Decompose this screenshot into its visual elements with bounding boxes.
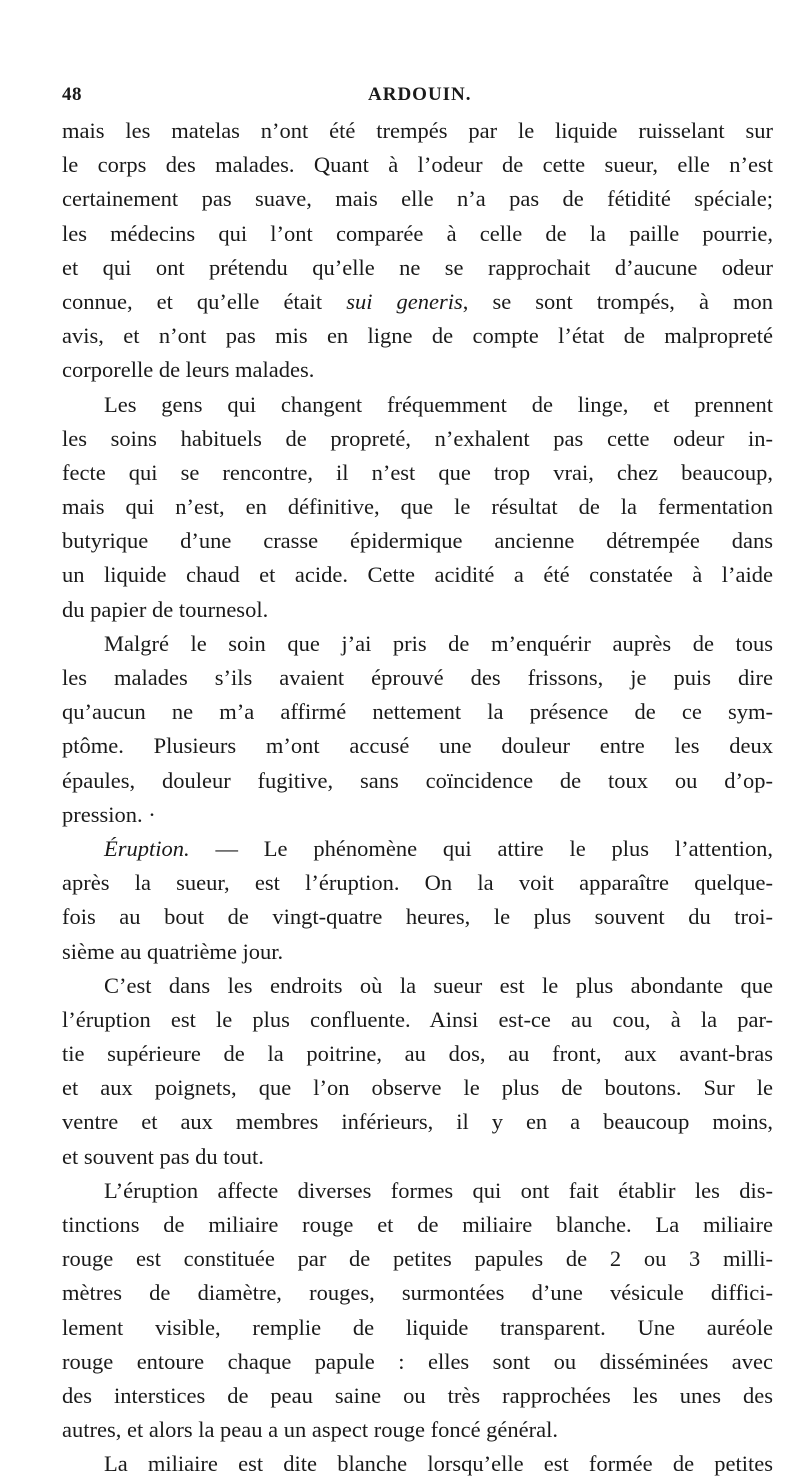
paragraph-5 xyxy=(62,969,773,1174)
text-segment: — Le phénomène qui attire le plus l’attention, xyxy=(189,835,773,861)
text-segment: connue, et qu’elle était xyxy=(62,288,347,314)
paragraph-4 xyxy=(62,832,773,969)
text-line: les médecins qui l’ont comparée à celle de la paille pourrie, xyxy=(62,220,773,246)
text-line: rouge est constituée par de petites papules de 2 ou 3 milli- xyxy=(62,1246,773,1272)
text-line: sième au quatrième jour. xyxy=(62,938,284,964)
text-line: C’est dans les endroits où la sueur est le plus abondante que xyxy=(104,972,773,998)
text-line: après la sueur, est l’éruption. On la voit apparaître quelque- xyxy=(62,870,773,896)
text-line: ventre et aux membres inférieurs, il y en a beaucoup moins, xyxy=(62,1109,773,1135)
text-line: des interstices de peau saine ou très rapprochées les unes des xyxy=(62,1382,773,1408)
text-line: mais qui n’est, en définitive, que le résultat de la fermentation xyxy=(62,494,773,520)
paragraph-3 xyxy=(62,627,773,832)
text-line: et souvent pas du tout. xyxy=(62,1143,264,1169)
text-line: autres, et alors la peau a un aspect rouge foncé général. xyxy=(62,1417,559,1443)
text-line: rouge entoure chaque papule : elles sont ou disséminées avec xyxy=(62,1348,773,1374)
paragraph-6 xyxy=(62,1174,773,1448)
italic-term: sui generis xyxy=(346,288,463,314)
text-line: certainement pas suave, mais elle n’a pas de fétidité spéciale; xyxy=(62,186,773,212)
text-line: le corps des malades. Quant à l’odeur de cette sueur, elle n’est xyxy=(62,152,773,178)
text-line: butyrique d’une crasse épidermique ancienne détrempée dans xyxy=(62,528,773,554)
text-line: fecte qui se rencontre, il n’est que trop vrai, chez beaucoup, xyxy=(62,459,773,485)
text-line-with-italic xyxy=(62,285,773,319)
text-line: épaules, douleur fugitive, sans coïncidence de toux ou d’op- xyxy=(62,767,773,793)
text-line: tinctions de miliaire rouge et de miliaire blanche. La miliaire xyxy=(62,1212,773,1237)
section-heading: Éruption. xyxy=(104,835,190,861)
text-line: fois au bout de vingt-quatre heures, le plus souvent du troi- xyxy=(62,904,773,930)
text-line: pression. · xyxy=(62,801,156,827)
text-line: les malades s’ils avaient éprouvé des frissons, je puis dire xyxy=(62,665,773,690)
text-line: lement visible, remplie de liquide transparent. Une auréole xyxy=(62,1314,773,1340)
text-line: La miliaire est dite blanche lorsqu’elle est formée de petites xyxy=(104,1451,773,1477)
text-line: Les gens qui changent fréquemment de linge, et prennent xyxy=(104,391,773,417)
text-line: du papier de tournesol. xyxy=(62,596,269,622)
paragraph-1 xyxy=(62,114,773,388)
page-header xyxy=(62,84,772,114)
text-segment: , se sont trompés, à mon xyxy=(462,288,773,314)
text-line: avis, et n’ont pas mis en ligne de compte l’état de malpropreté xyxy=(62,323,773,349)
text-line: mais les matelas n’ont été trempés par le liquide ruisselant sur xyxy=(62,118,773,143)
paragraph-2 xyxy=(62,388,773,627)
text-line: l’éruption est le plus confluente. Ainsi est-ce au cou, à la par- xyxy=(62,1006,773,1032)
body-text xyxy=(62,114,773,1482)
text-line: et aux poignets, que l’on observe le plus de boutons. Sur le xyxy=(62,1075,773,1101)
text-line: un liquide chaud et acide. Cette acidité a été constatée à l’aide xyxy=(62,562,773,588)
text-line: Malgré le soin que j’ai pris de m’enquérir auprès de tous xyxy=(104,630,773,656)
paragraph-7 xyxy=(62,1447,773,1481)
running-title: ARDOUIN. xyxy=(368,84,472,105)
text-line: mètres de diamètre, rouges, surmontées d’une vésicule diffici- xyxy=(62,1280,773,1306)
text-line: les soins habituels de propreté, n’exhalent pas cette odeur in- xyxy=(62,425,773,451)
text-line: L’éruption affecte diverses formes qui ont fait établir les dis- xyxy=(104,1177,773,1203)
text-line: qu’aucun ne m’a affirmé nettement la présence de ce sym- xyxy=(62,699,773,725)
text-line: tie supérieure de la poitrine, au dos, au front, aux avant-bras xyxy=(62,1041,773,1067)
text-line: ptôme. Plusieurs m’ont accusé une douleur entre les deux xyxy=(62,733,773,759)
text-line: corporelle de leurs malades. xyxy=(62,357,315,383)
text-line-with-italic xyxy=(62,832,773,866)
text-line: et qui ont prétendu qu’elle ne se rapprochait d’aucune odeur xyxy=(62,254,773,280)
page-number: 48 xyxy=(62,84,82,105)
